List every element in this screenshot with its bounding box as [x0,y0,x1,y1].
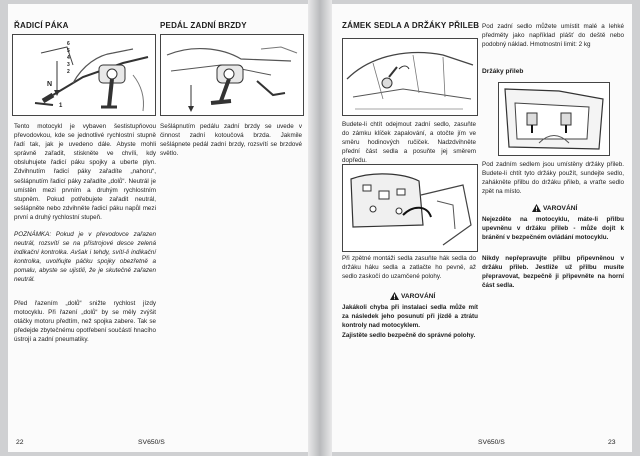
book-spine [308,0,332,456]
seat-lock-heading: ZÁMEK SEDLA A DRŽÁKY PŘILEB [342,21,480,30]
warning-2-extra: Nikdy nepřepravujte přilbu připevněnou v držáku přileb. Jestliže už přilbu musíte přepravovat, bezpečně ji připevněte na horní část sedla. [482,255,624,290]
gear-label-2: 2 [67,69,70,75]
rear-brake-heading: PEDÁL ZADNÍ BRZDY [160,21,247,30]
warning-triangle-icon [390,292,399,300]
warning-label-2: VAROVÁNÍ [543,204,578,212]
warning-heading-1 [390,292,435,300]
seat-hook-illustration [343,165,477,251]
seat-lock-figure [342,38,478,116]
helmet-holder-text: Pod zadním sedlem jsou umístěny držáky přileb. Budete-li chtít tyto držáky použít, sundejte sedlo, zahákněte přilbu do držáku přileb, a vraťte sedlo zpět na místo. [482,161,624,196]
gear-lever-heading: ŘADICÍ PÁKA [14,21,69,30]
warning-triangle-icon [532,204,541,212]
brake-pedal-figure [160,34,304,116]
downshift-description: Před řazením „dolů“ snižte rychlost jízdy motocyklu. Při řazení „dolů“ by se měly zvýšit otáčky motoru předtím, než spojka zabere. Tak se předejde zbytečnému opotřebení součástí hnacího ústrojí a zadní pneumatiky. [14,300,156,344]
left-page-number: 22 [16,439,24,446]
helmet-holder-figure [498,82,610,156]
right-page-number: 23 [608,439,616,446]
seat-hook-figure [342,164,478,252]
gear-lever-illustration [13,35,155,115]
left-page [8,4,308,452]
gear-label-6: 6 [67,41,70,47]
right-page [332,4,632,452]
gear-lever-figure [12,34,156,116]
gear-label-1: 1 [59,103,63,109]
gear-label-3: 3 [67,62,70,68]
gear-label-neutral: N [47,81,53,88]
helmet-holder-illustration [499,83,609,155]
gear-label-4: 4 [67,55,70,61]
brake-description: Sešlápnutím pedálu zadní brzdy se uvede v činnost zadní kotoučová brzda. Jakmile sešlápnete pedál zadní brzdy, rozsvítí se brzdové světlo. [160,123,302,158]
warning-1-extra: Zajistěte sedlo bezpečně do správné polohy. [342,332,476,339]
warning-heading-2 [532,204,577,212]
seat-removal-text: Budete-li chtít odejmout zadní sedlo, zasuňte do zámku klíček zapalování, a otočte jím ve směru hodinových ručiček. Nadzdvihněte přední část sedla a posuňte jej směrem dopředu. [342,121,476,165]
storage-text: Pod zadní sedlo můžete umístit malé a lehké předměty jako například plášť do deště nebo podobný náklad. Hmotnostní limit: 2 kg [482,23,624,49]
warning-1-text: Jakákoli chyba při instalaci sedla může mít za následek jeho posunutí při jízdě a ztrátu kontroly nad motocyklem. [342,304,478,330]
left-page-model: SV650/S [138,439,165,446]
neutral-note: POZNÁMKA: Pokud je v převodovce zařazen neutrál, rozsvítí se na přístrojové desce zelená indikační kontrolka. Avšak i tehdy, svítí-li indikační kontrolka, uvolňujte páčku spojky obezřetně a pomalu, abyste se ujistili, že je skutečně zařazen neutrál. [14,231,156,284]
right-page-model: SV650/S [478,439,505,446]
gear-label-5: 5 [67,48,70,54]
seat-reinstall-text: Při zpětné montáži sedla zasuňte hák sedla do držáku háku sedla a zatlačte ho pevně, až sedlo zaskočí do uzamčené polohy. [342,255,476,281]
gear-description: Tento motocykl je vybaven šestistupňovou převodovkou, kde se jednotlivé rychlostní stupně řadí tak, jak je uvedeno dále. Abyste mohli správně zařadit, stiskněte ve chvíli, kdy obsluhujete řadicí páku spojky a uberte plyn. Zdvihnutím řadicí páky zařadíte „nahoru“, sešlápnutím řadicí páky zařadíte „dolů“. Neutrál je umístěn mezi prvním a druhým rychlostním stupněm. Pokud potřebujete zařadit neutrál, sešlápněte nebo zdvihněte řadicí páku napůl mezi první a druhý rychlostní stupeň. [14,123,156,221]
brake-pedal-illustration [161,35,303,115]
seat-lock-illustration [343,39,477,115]
warning-label-1: VAROVÁNÍ [401,292,436,300]
warning-2-text: Nejezděte na motocyklu, máte-li přilbu upevněnu v držáku přileb - může dojít k bránění v bezpečném ovládání motocyklu. [482,216,624,242]
helmet-holder-subheading: Držáky přileb [482,68,524,75]
